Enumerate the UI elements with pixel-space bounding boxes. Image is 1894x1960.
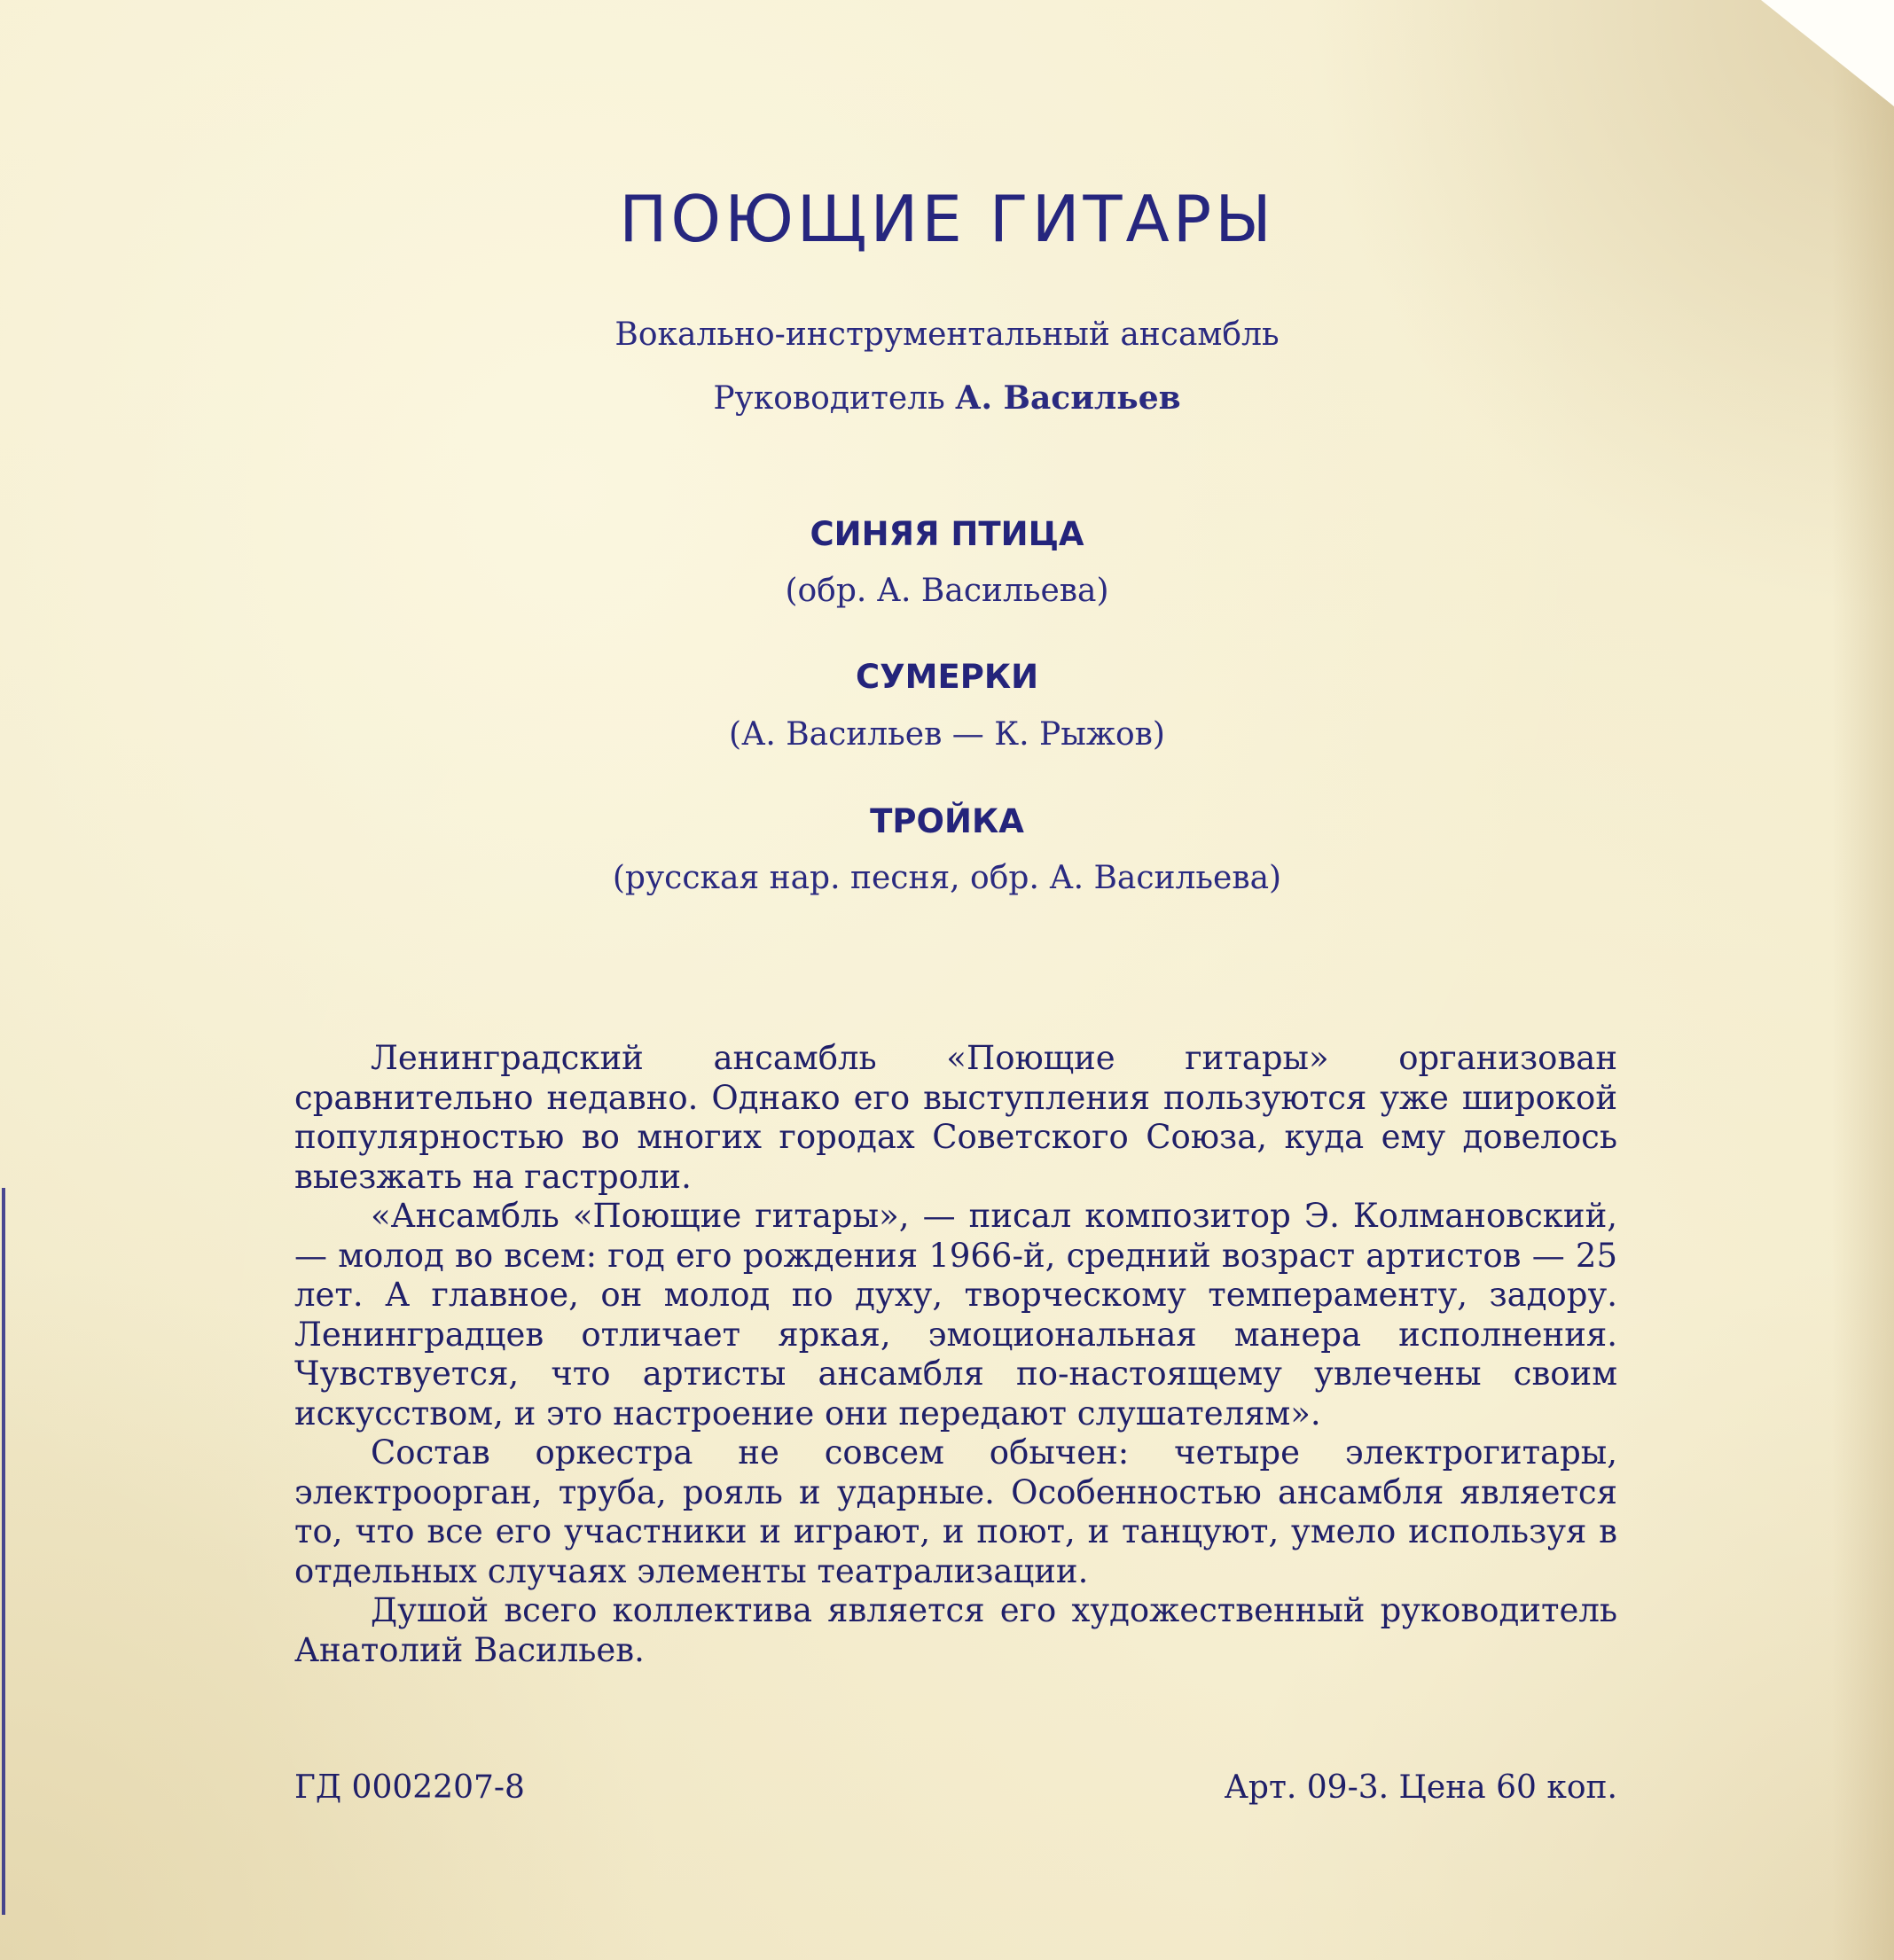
description-paragraph: «Ансамбль «Поющие гитары», — писал композитор Э. Колмановский, — молод во всем: год его рождения 1966-й, средний возраст артистов — 25 лет. А главное, он молод по духу, творческому темпераменту, задору. Ленинградцев отличает яркая, эмоциональная манера исполнения. Чувствуется, что артисты ансамбля по-настоящему увлечены своим искусством, и это настроение они передают слушателям».	[294, 1197, 1617, 1433]
song-credit: (обр. А. Васильева)	[785, 573, 1109, 609]
corner-fold	[1761, 0, 1894, 106]
description-paragraph: Ленинградский ансамбль «Поющие гитары» организован сравнительно недавно. Однако его выступления пользуются уже широкой популярностью во многих городах Советского Союза, куда ему довелось выезжать на гастроли.	[294, 1039, 1617, 1196]
song-credit: (А. Васильев — К. Рыжов)	[729, 716, 1165, 753]
price-label: Арт. 09-3. Цена 60 коп.	[1224, 1769, 1617, 1806]
director-line	[0, 379, 1894, 417]
description-paragraph: Душой всего коллектива является его художественный руководитель Анатолий Васильев.	[294, 1591, 1617, 1669]
description-paragraph: Состав оркестра не совсем обычен: четыре электрогитары, электроорган, труба, рояль и ударные. Особенностью ансамбля является то, что все его участники и играют, и поют, и танцуют, умело используя в отдельных случаях элементы театрализации.	[294, 1433, 1617, 1590]
song-credit: (русская нар. песня, обр. А. Васильева)	[612, 860, 1282, 896]
director-name: А. Васильев	[955, 379, 1181, 417]
song-title: СИНЯЯ ПТИЦА	[810, 515, 1084, 553]
sleeve-spine-edge	[2, 1188, 5, 1915]
catalog-number: ГД 0002207-8	[294, 1769, 525, 1806]
song-title: СУМЕРКИ	[855, 658, 1039, 696]
song-title: ТРОЙКА	[870, 802, 1024, 840]
ensemble-title: ПОЮЩИЕ ГИТАРЫ	[619, 182, 1275, 256]
ensemble-subtitle: Вокально-инструментальный ансамбль	[614, 316, 1280, 353]
director-label: Руководитель	[713, 380, 945, 417]
paper-edge-shadow	[1832, 0, 1894, 1960]
description-text	[294, 1039, 1617, 1670]
